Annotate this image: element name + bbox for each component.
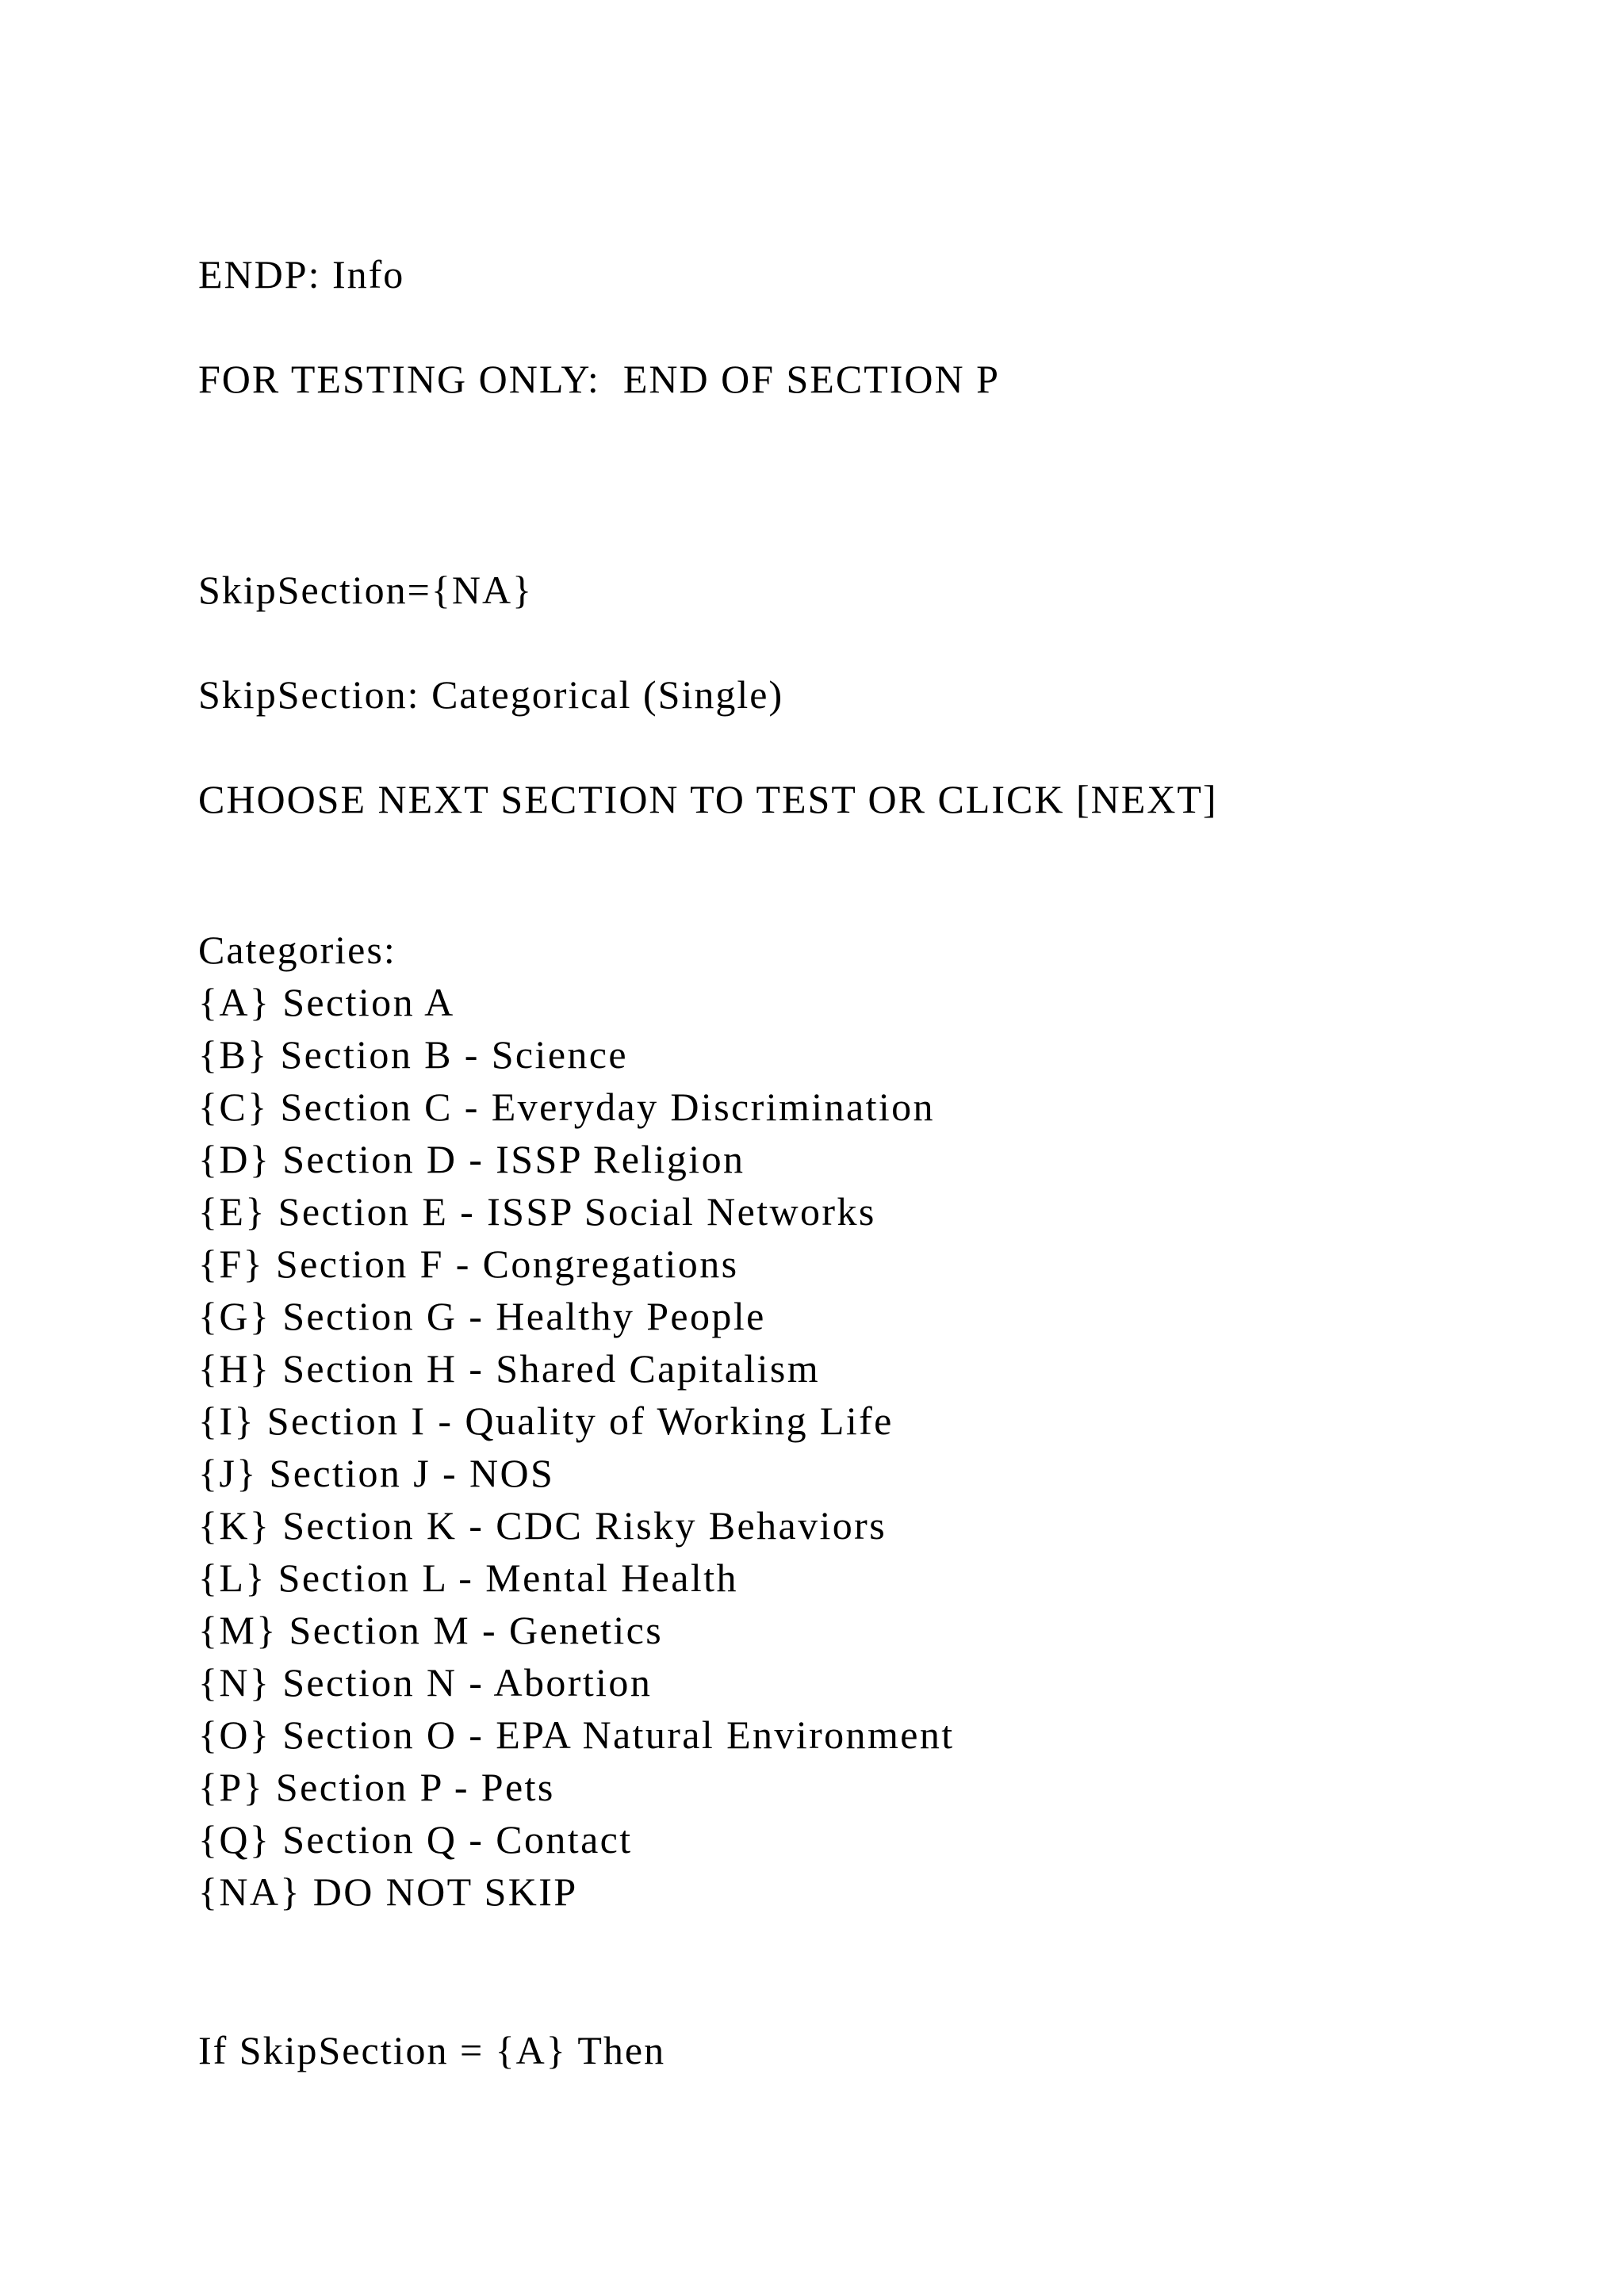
category-item: {C} Section C - Everyday Discrimination [198, 1085, 935, 1129]
testing-note: FOR TESTING ONLY: END OF SECTION P [198, 357, 1000, 401]
category-item: {E} Section E - ISSP Social Networks [198, 1189, 876, 1234]
category-item: {J} Section J - NOS [198, 1451, 555, 1495]
category-item: {I} Section I - Quality of Working Life [198, 1399, 894, 1443]
categories-list [198, 976, 955, 1918]
category-item: {NA} DO NOT SKIP [198, 1869, 578, 1914]
instruction-text: CHOOSE NEXT SECTION TO TEST OR CLICK [NEXT] [198, 777, 1218, 821]
category-item: {N} Section N - Abortion [198, 1660, 653, 1705]
category-item: {P} Section P - Pets [198, 1765, 555, 1809]
categories-label: Categories: [198, 928, 396, 972]
category-item: {D} Section D - ISSP Religion [198, 1137, 745, 1181]
category-item: {O} Section O - EPA Natural Environment [198, 1712, 955, 1757]
category-item: {B} Section B - Science [198, 1032, 628, 1077]
category-item: {L} Section L - Mental Health [198, 1556, 738, 1600]
skip-section-value: SkipSection={NA} [198, 568, 534, 612]
category-item: {H} Section H - Shared Capitalism [198, 1346, 821, 1391]
category-item: {Q} Section Q - Contact [198, 1817, 633, 1862]
category-item: {M} Section M - Genetics [198, 1608, 664, 1652]
question-type: SkipSection: Categorical (Single) [198, 672, 784, 717]
condition-text: If SkipSection = {A} Then [198, 2028, 666, 2072]
category-item: {G} Section G - Healthy People [198, 1294, 766, 1338]
header-title: ENDP: Info [198, 252, 405, 297]
category-item: {F} Section F - Congregations [198, 1242, 739, 1286]
category-item: {A} Section A [198, 980, 455, 1024]
category-item: {K} Section K - CDC Risky Behaviors [198, 1503, 887, 1548]
